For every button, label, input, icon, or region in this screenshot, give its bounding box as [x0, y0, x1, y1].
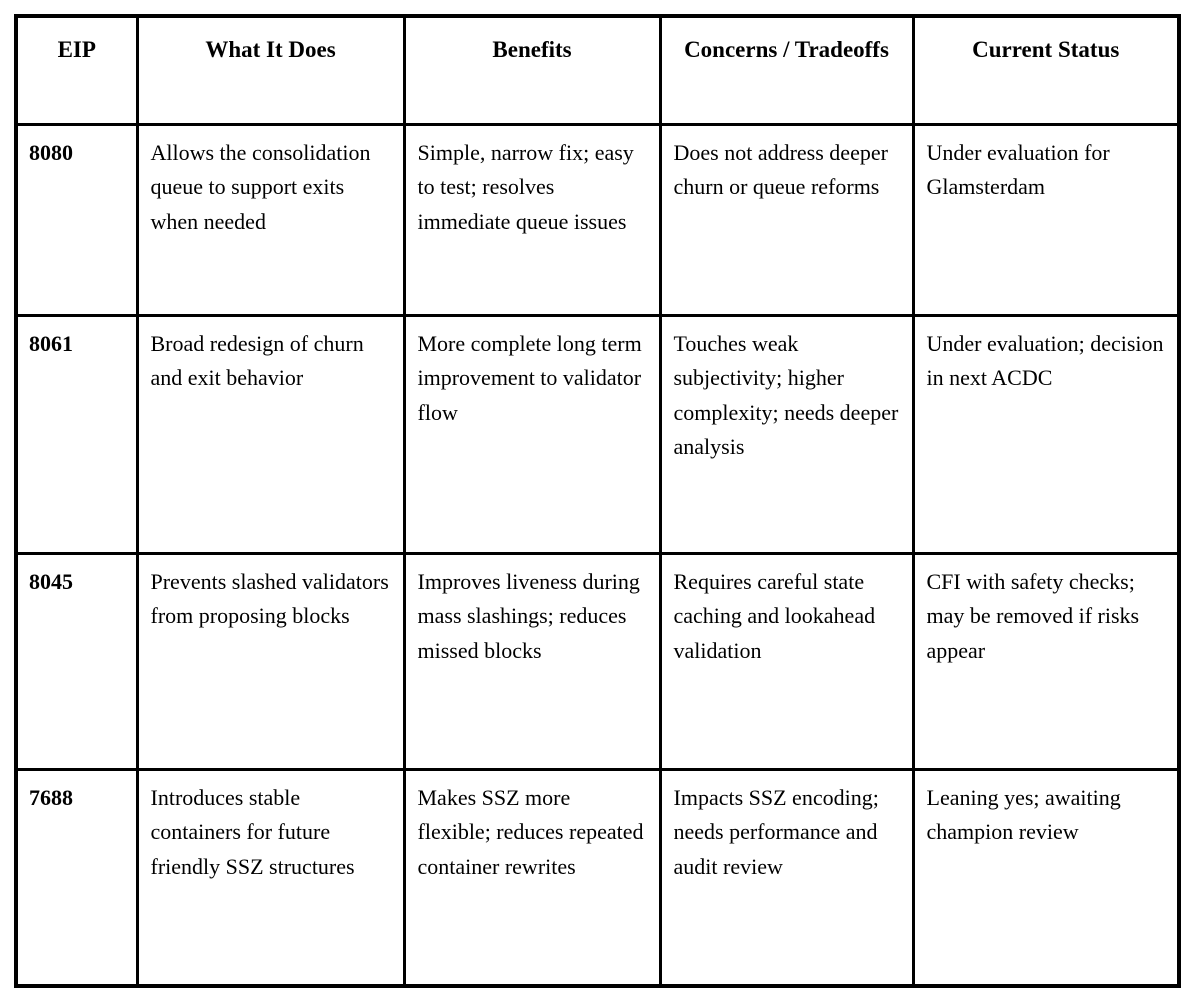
- cell-current-status: CFI with safety checks; may be removed if risks appear: [913, 553, 1179, 769]
- cell-eip: 7688: [16, 769, 137, 986]
- cell-concerns-tradeoffs: Does not address deeper churn or queue reforms: [660, 124, 913, 315]
- cell-benefits: Makes SSZ more flexible; reduces repeated container rewrites: [404, 769, 660, 986]
- column-header-current-status: Current Status: [913, 16, 1179, 124]
- eip-comparison-table: [14, 14, 1181, 988]
- cell-what-it-does: Allows the consolidation queue to support exits when needed: [137, 124, 404, 315]
- column-header-concerns: Concerns / Tradeoffs: [660, 16, 913, 124]
- column-header-benefits: Benefits: [404, 16, 660, 124]
- cell-benefits: Improves liveness during mass slashings; reduces missed blocks: [404, 553, 660, 769]
- table-row: [16, 769, 1179, 986]
- table-row: [16, 553, 1179, 769]
- cell-what-it-does: Prevents slashed validators from proposing blocks: [137, 553, 404, 769]
- cell-benefits: More complete long term improvement to validator flow: [404, 315, 660, 553]
- cell-what-it-does: Introduces stable containers for future friendly SSZ structures: [137, 769, 404, 986]
- cell-current-status: Under evaluation; decision in next ACDC: [913, 315, 1179, 553]
- column-header-what-it-does: What It Does: [137, 16, 404, 124]
- cell-current-status: Leaning yes; awaiting champion review: [913, 769, 1179, 986]
- cell-eip: 8045: [16, 553, 137, 769]
- cell-what-it-does: Broad redesign of churn and exit behavior: [137, 315, 404, 553]
- cell-benefits: Simple, narrow fix; easy to test; resolves immediate queue issues: [404, 124, 660, 315]
- table-row: [16, 124, 1179, 315]
- cell-eip: 8080: [16, 124, 137, 315]
- table-row: [16, 315, 1179, 553]
- cell-concerns-tradeoffs: Requires careful state caching and lookahead validation: [660, 553, 913, 769]
- cell-concerns-tradeoffs: Impacts SSZ encoding; needs performance and audit review: [660, 769, 913, 986]
- cell-eip: 8061: [16, 315, 137, 553]
- column-header-eip: EIP: [16, 16, 137, 124]
- table-header-row: [16, 16, 1179, 124]
- cell-concerns-tradeoffs: Touches weak subjectivity; higher complexity; needs deeper analysis: [660, 315, 913, 553]
- cell-current-status: Under evaluation for Glamsterdam: [913, 124, 1179, 315]
